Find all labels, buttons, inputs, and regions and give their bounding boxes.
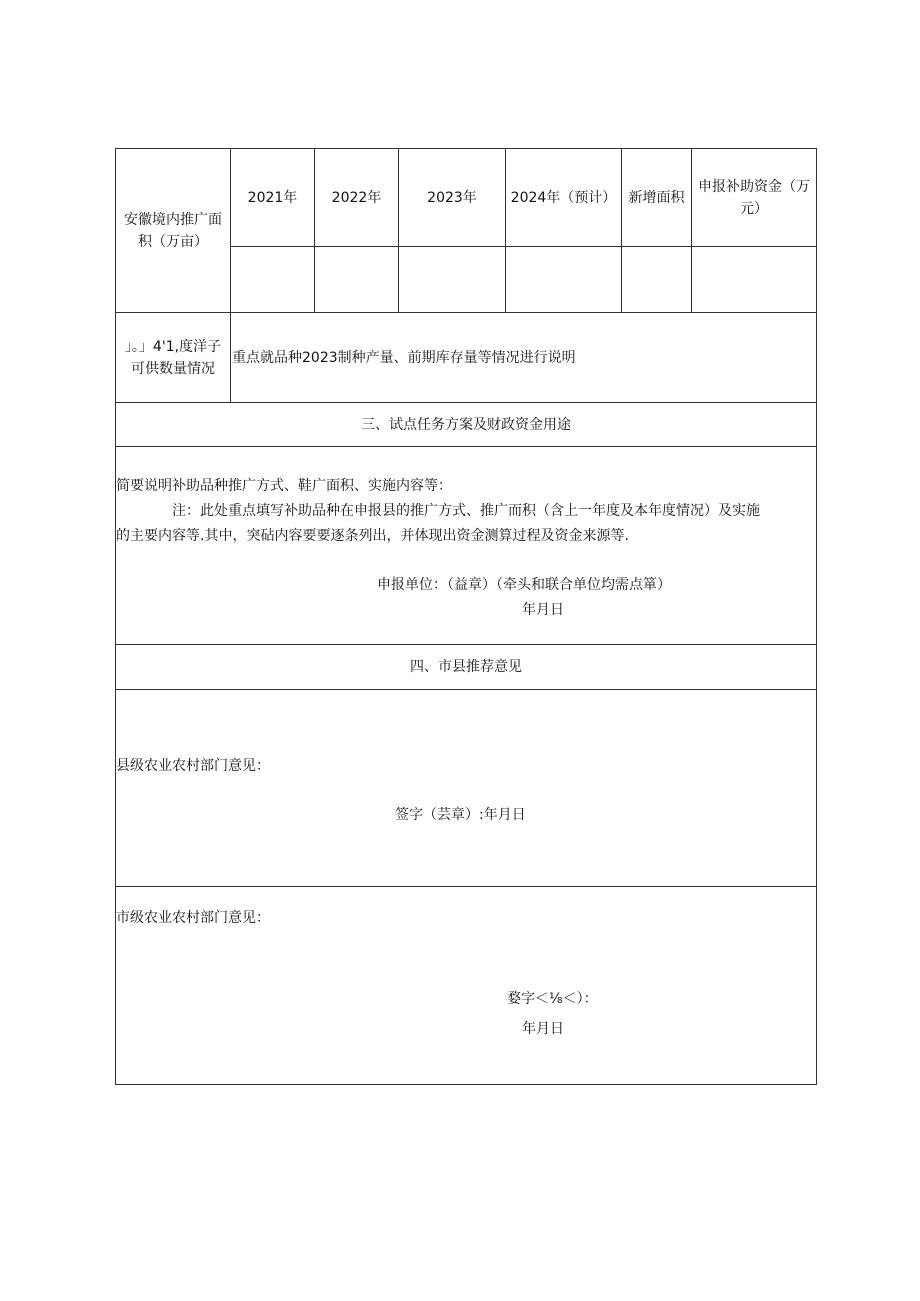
section3-note-line2: 的主要内容等.其中，突砧内容要要逐条列出，并体现出资金测算过程及资金来源等.: [116, 528, 629, 544]
county-opinion-label: 县级农业农村部门意见：: [116, 758, 270, 774]
city-opinion-label: 市级农业农村部门意见：: [116, 910, 270, 926]
header-2021: 2021年: [247, 189, 298, 206]
seed-row-content[interactable]: 重点就品种2023制种产量、前期库存量等情况进行说明: [232, 349, 576, 366]
city-signature-line: 婺字＜⅛＜）：: [507, 991, 598, 1007]
value-requested-funds[interactable]: [692, 247, 816, 312]
value-new-area[interactable]: [622, 247, 691, 312]
header-new-area: 新增面积: [628, 189, 685, 206]
header-2022: 2022年: [331, 189, 382, 206]
section4-title: 四、市县推荐意见: [410, 659, 522, 675]
section3-date: 年月日: [522, 602, 564, 618]
rule-section3-title-bottom: [116, 446, 816, 447]
application-form-table: [115, 148, 817, 1085]
value-2022[interactable]: [315, 247, 398, 312]
seed-row-label: 」。」4'1,度洋子可供数量情况: [124, 338, 222, 377]
section3-description-prompt: 简要说明补助品种推广方式、鞋广面积、实施内容等：: [116, 478, 452, 494]
value-2024[interactable]: [506, 247, 621, 312]
county-signature-line: 签字（芸章）:年月日: [395, 807, 526, 823]
section3-note-line1: 注：此处重点填写补助品种在申报县的推广方式、推广而积（含上一年度及本年度情况）及实施: [172, 503, 760, 519]
section3-applicant-seal: 申报单位：（益章）（牵头和联合单位均需点箪）: [377, 577, 671, 593]
header-requested-funds: 申报补助资金（万元）: [698, 178, 810, 217]
value-2021[interactable]: [231, 247, 314, 312]
header-2024-estimated: 2024年（预计）: [510, 189, 617, 206]
city-date: 年月日: [522, 1021, 564, 1037]
rule-county-bottom: [116, 886, 816, 887]
header-2023: 2023年: [427, 189, 477, 206]
value-2023[interactable]: [399, 247, 505, 312]
section3-title: 三、试点任务方案及财政资金用途: [361, 416, 571, 433]
rule-section4-title-bottom: [116, 689, 816, 690]
area-row-label: 安徽境内推广面积（万亩）: [124, 211, 222, 250]
